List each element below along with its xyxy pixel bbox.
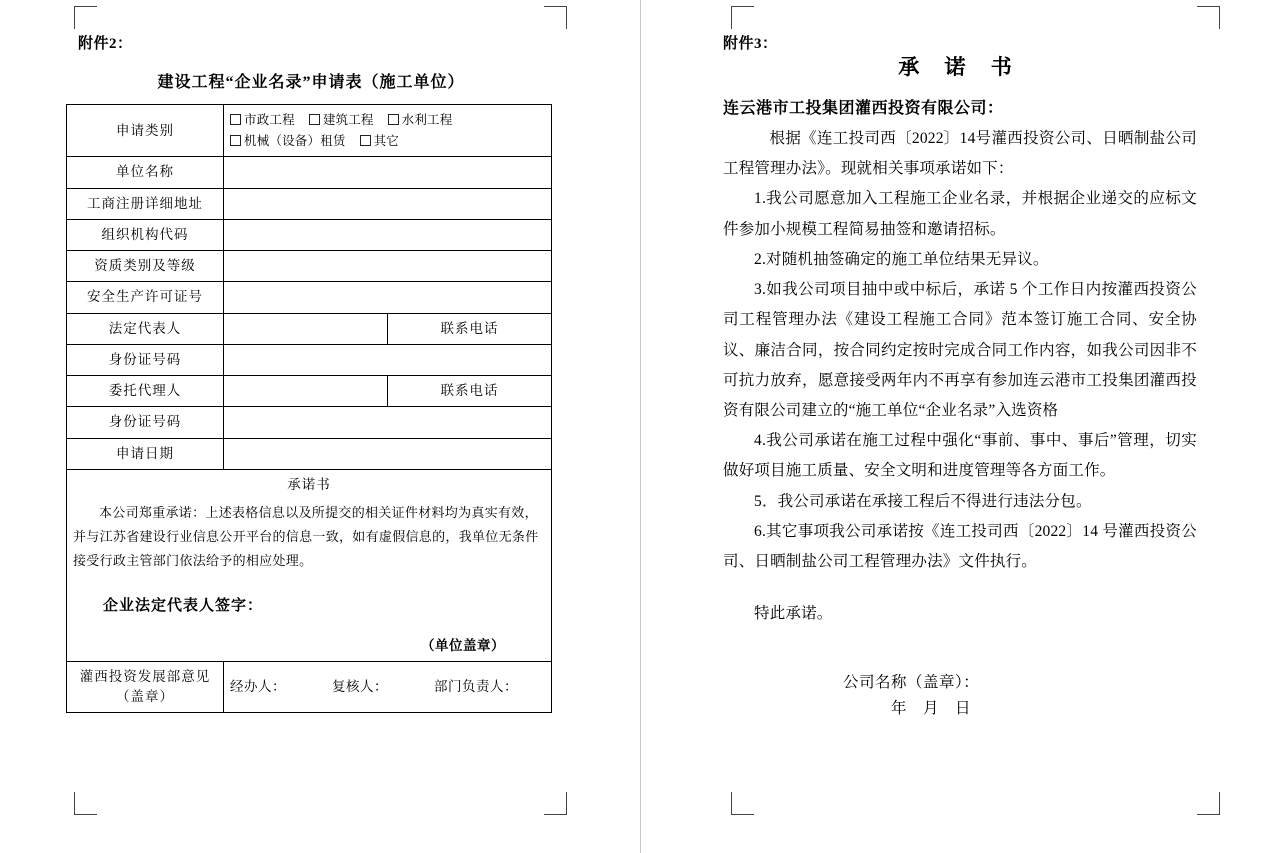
crop-mark-bottom-right <box>544 792 567 815</box>
row-label-agent-id: 身份证号码 <box>67 407 224 438</box>
table-row <box>67 251 552 282</box>
opinion-fields <box>224 661 552 713</box>
legal-rep-signature-label: 企业法定代表人签字： <box>103 598 264 615</box>
commitment-closing: 特此承诺。 <box>754 605 833 623</box>
table-row <box>67 344 552 375</box>
checkbox-label: 其它 <box>373 133 400 148</box>
row-value-legal-rep[interactable] <box>224 313 388 344</box>
left-page-content <box>66 32 556 713</box>
table-row <box>67 407 552 438</box>
checkbox-label: 水利工程 <box>401 113 453 127</box>
commitment-paragraph-4: 4.我公司承诺在施工过程中强化“事前、事中、事后”管理，切实做好项目施工质量、安全文明和进度管理等各方面工作。 <box>723 432 1197 480</box>
table-row <box>67 661 552 713</box>
row-value-qualification[interactable] <box>224 251 552 282</box>
row-label-org-code: 组织机构代码 <box>67 219 224 250</box>
company-stamp-label: （单位盖章） <box>421 637 505 653</box>
table-row <box>67 282 552 313</box>
right-page-content <box>723 32 1197 718</box>
table-row <box>67 376 552 407</box>
table-row <box>67 157 552 188</box>
crop-mark-bottom-right <box>1197 792 1220 815</box>
crop-mark-bottom-left <box>731 792 754 815</box>
page-right <box>641 0 1283 853</box>
addressee: 连云港市工投集团灌西投资有限公司： <box>723 100 1004 117</box>
row-label-safety-license: 安全生产许可证号 <box>67 282 224 313</box>
row-value-registered-address[interactable] <box>224 188 552 219</box>
row-value-application-date[interactable] <box>224 438 552 469</box>
row-label-application-date: 申请日期 <box>67 438 224 469</box>
table-row <box>67 219 552 250</box>
page-left <box>0 0 641 853</box>
table-row <box>67 313 552 344</box>
row-label-company-name: 单位名称 <box>67 157 224 188</box>
checkbox-label: 建筑工程 <box>322 113 374 127</box>
date-line: 年 月 日 <box>891 699 972 717</box>
crop-mark-top-right <box>1197 6 1220 29</box>
application-form-table <box>66 104 552 713</box>
row-value-legal-rep-id[interactable] <box>224 344 552 375</box>
checkbox-icon[interactable] <box>360 135 371 146</box>
opinion-field-department-head[interactable]: 部门负责人： <box>434 679 518 695</box>
row-label-legal-rep-id: 身份证号码 <box>67 344 224 375</box>
checkbox-other[interactable] <box>360 134 399 148</box>
table-row <box>67 105 552 157</box>
checkbox-icon[interactable] <box>230 135 241 146</box>
table-row <box>67 188 552 219</box>
row-label-application-category: 申请类别 <box>67 105 224 157</box>
checkbox-icon[interactable] <box>309 114 320 125</box>
crop-mark-top-right <box>544 6 567 29</box>
table-row <box>67 469 552 661</box>
row-value-application-category <box>224 105 552 157</box>
checkbox-icon[interactable] <box>388 114 399 125</box>
category-line-1 <box>230 110 545 131</box>
commitment-paragraph-3: 3.如我公司项目抽中或中标后，承诺 5 个工作日内按灌西投资公司工程管理办法《建设工程施工合同》范本签订施工合同、安全协议、廉洁合同，按合同约定按时完成合同工作内容，如我公司因非不可抗力放弃，愿意接受两年内不再享有参加连云港市工投集团灌西投资有限公司建立的“施工单位“企业名录”入选资格 <box>723 281 1197 419</box>
opinion-field-handler[interactable]: 经办人： <box>230 679 286 695</box>
row-value-org-code[interactable] <box>224 219 552 250</box>
commitment-paragraph-1: 1.我公司愿意加入工程施工企业名录，并根据企业递交的应标文件参加小规模工程简易抽签和邀请招标。 <box>723 190 1197 238</box>
promise-section <box>67 469 552 661</box>
row-value-safety-license[interactable] <box>224 282 552 313</box>
row-label-registered-address: 工商注册详细地址 <box>67 188 224 219</box>
row-value-agent-id[interactable] <box>224 407 552 438</box>
row-label-agent: 委托代理人 <box>67 376 224 407</box>
attachment-label-3: 附件3： <box>723 36 778 52</box>
checkbox-construction[interactable] <box>309 113 374 127</box>
row-sublabel-legal-rep-phone: 联系电话 <box>388 313 552 344</box>
checkbox-label: 市政工程 <box>244 113 295 127</box>
commitment-paragraph-intro: 根据《连工投司西〔2022〕14号灌西投资公司、日晒制盐公司工程管理办法》。现就相关事项承诺如下： <box>723 130 1197 178</box>
row-label-legal-rep: 法定代表人 <box>67 313 224 344</box>
category-line-2 <box>230 131 545 152</box>
commitment-title: 承 诺 书 <box>898 55 1022 79</box>
commitment-paragraph-6: 6.其它事项我公司承诺按《连工投司西〔2022〕14 号灌西投资公司、日晒制盐公司工程管理办法》文件执行。 <box>723 522 1197 571</box>
attachment-label-2: 附件2： <box>78 36 133 52</box>
commitment-paragraph-2: 2.对随机抽签确定的施工单位结果无异议。 <box>754 250 1049 268</box>
row-value-agent[interactable] <box>224 376 388 407</box>
table-row <box>67 438 552 469</box>
row-sublabel-agent-phone: 联系电话 <box>388 376 552 407</box>
opinion-field-reviewer[interactable]: 复核人： <box>332 679 388 695</box>
checkbox-equipment-lease[interactable] <box>230 134 346 148</box>
checkbox-icon[interactable] <box>230 114 241 125</box>
row-value-company-name[interactable] <box>224 157 552 188</box>
crop-mark-top-left <box>74 6 97 29</box>
promise-title: 承诺书 <box>287 476 331 492</box>
company-name-stamp-label: 公司名称（盖章）： <box>843 673 980 691</box>
opinion-label: 灌西投资发展部意见（盖章） <box>67 661 224 713</box>
checkbox-water[interactable] <box>388 113 453 127</box>
crop-mark-top-left <box>731 6 754 29</box>
checkbox-label: 机械（设备）租赁 <box>244 133 346 148</box>
crop-mark-bottom-left <box>74 792 97 815</box>
commitment-paragraph-5: 5．我公司承诺在承接工程后不得进行违法分包。 <box>754 492 1092 510</box>
checkbox-municipal[interactable] <box>230 113 295 127</box>
row-label-qualification: 资质类别及等级 <box>67 251 224 282</box>
promise-body: 本公司郑重承诺：上述表格信息以及所提交的相关证件材料均为真实有效，并与江苏省建设行业信息公开平台的信息一致，如有虚假信息的，我单位无条件接受行政主管部门依法给予的相应处理。 <box>73 505 539 569</box>
form-title: 建设工程“企业名录”申请表（施工单位） <box>157 74 465 91</box>
